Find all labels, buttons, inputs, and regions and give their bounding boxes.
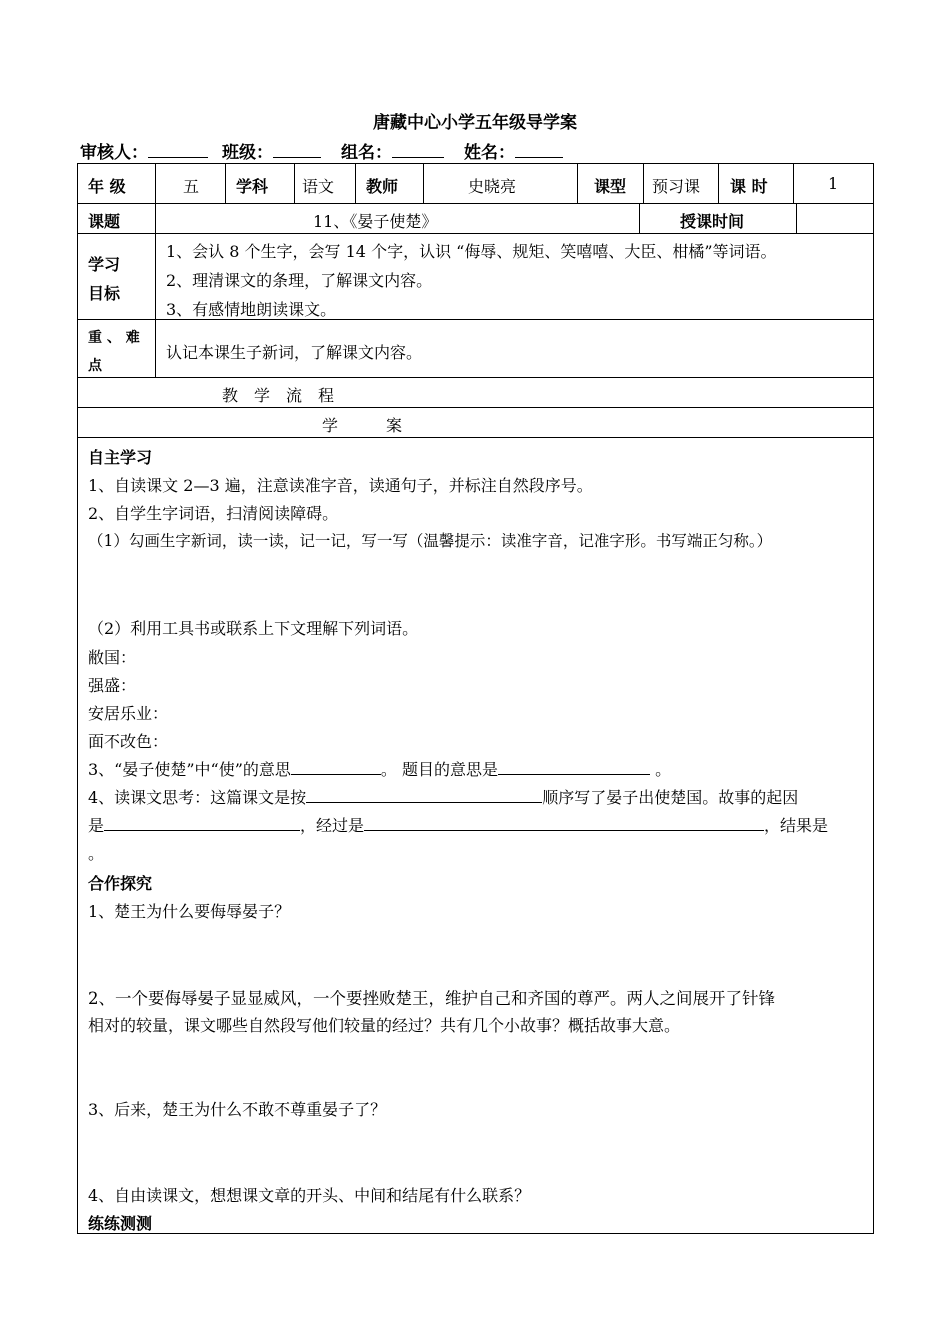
practice-heading: 练练测测 [88,1214,153,1233]
goal-item: 2、理清课文的条理，了解课文内容。 [166,271,433,290]
subject-value: 语文 [302,177,335,196]
cooperate-question: 1、楚王为什么要侮辱晏子？ [88,902,291,921]
goal-item: 3、有感情地朗读课文。 [166,300,337,319]
cooperate-question: 相对的较量，课文哪些自然段写他们较量的经过？共有几个小故事？概括故事大意。 [88,1016,681,1035]
vocab-word: 面不改色： [88,732,169,751]
topic-value: 11、《晏子使楚》 [313,212,438,231]
cooperate-question: 3、后来，楚王为什么不敢不尊重晏子了？ [88,1100,387,1119]
self-study-line: （1）勾画生字新词，读一读，记一记，写一写（温馨提示：读准字音，记准字形。书写端正匀称。） [88,532,773,550]
cooperate-heading: 合作探究 [88,874,153,893]
keypoints-text: 认记本课生子新词，了解课文内容。 [166,343,423,362]
question-4-line [88,813,828,836]
answer-blank[interactable] [291,760,381,775]
question-4-end: 。 [88,844,105,863]
vocab-word: 敝国： [88,648,137,667]
vocab-word: 安居乐业： [88,704,169,723]
reviewer-label: 审核人： [80,143,148,163]
goal-item: 1、会认 8 个生字，会写 14 个字，认识 “侮辱、规矩、笑嘻嘻、大臣、柑橘”等词语。 [166,242,777,261]
question-4-line [88,785,798,808]
keypoints-label-1: 重 、 难 [88,330,140,346]
q4-text: 顺序写了晏子出使楚国。故事的起因 [542,788,799,807]
question-3-line [88,757,671,780]
teacher-value: 史晓亮 [468,177,517,196]
answer-blank[interactable] [104,816,300,831]
answer-blank[interactable] [364,816,764,831]
q3-text: 。 题目的意思是 [380,760,498,779]
grade-value: 五 [183,177,200,196]
lesson-table [77,163,874,1234]
goals-label-2: 目标 [88,284,121,303]
group-label: 组名： [341,143,392,163]
cooperate-question: 2、一个要侮辱晏子显显威风，一个要挫败楚王，维护自己和齐国的尊严。两人之间展开了针锋 [88,989,775,1008]
class-hours-label: 课 时 [730,177,768,196]
name-label: 姓名： [464,143,515,163]
name-blank[interactable] [515,143,563,158]
lesson-type-value: 预习课 [652,177,701,196]
reviewer-blank[interactable] [148,143,208,158]
teaching-flow-label: 教 学 流 程 [222,386,335,405]
page-title: 唐藏中心小学五年级导学案 [373,113,577,133]
self-study-line: （2）利用工具书或联系上下文理解下列词语。 [88,619,419,638]
q4-text: 是 [88,816,105,835]
self-study-line: 2、自学生字词语，扫清阅读障碍。 [88,504,339,523]
teaching-time-label: 授课时间 [680,212,745,231]
topic-label: 课题 [88,212,121,231]
class-hours-value: 1 [828,174,839,193]
answer-blank[interactable] [306,788,542,803]
q3-text: 3、“晏子使楚”中“使”的意思 [88,760,291,779]
goals-label-1: 学习 [88,255,121,274]
subject-label: 学科 [236,177,269,196]
q4-text: 4、读课文思考：这篇课文是按 [88,788,307,807]
group-blank[interactable] [392,143,444,158]
lesson-type-label: 课型 [594,177,627,196]
class-label: 班级： [222,143,273,163]
vocab-word: 强盛： [88,676,137,695]
answer-blank[interactable] [498,760,650,775]
class-blank[interactable] [273,143,321,158]
grade-label: 年 级 [88,177,126,196]
q4-text: ，经过是 [300,816,365,835]
q4-text: ，结果是 [764,816,829,835]
study-plan-label: 学 案 [322,416,403,435]
self-study-heading: 自主学习 [88,448,153,467]
keypoints-label-2: 点 [88,358,102,374]
info-line [80,138,563,163]
q3-text: 。 [650,760,672,779]
self-study-line: 1、自读课文 2—3 遍，注意读准字音，读通句子，并标注自然段序号。 [88,476,593,495]
teacher-label: 教师 [366,177,399,196]
cooperate-question: 4、自由读课文，想想课文章的开头、中间和结尾有什么联系？ [88,1186,531,1205]
